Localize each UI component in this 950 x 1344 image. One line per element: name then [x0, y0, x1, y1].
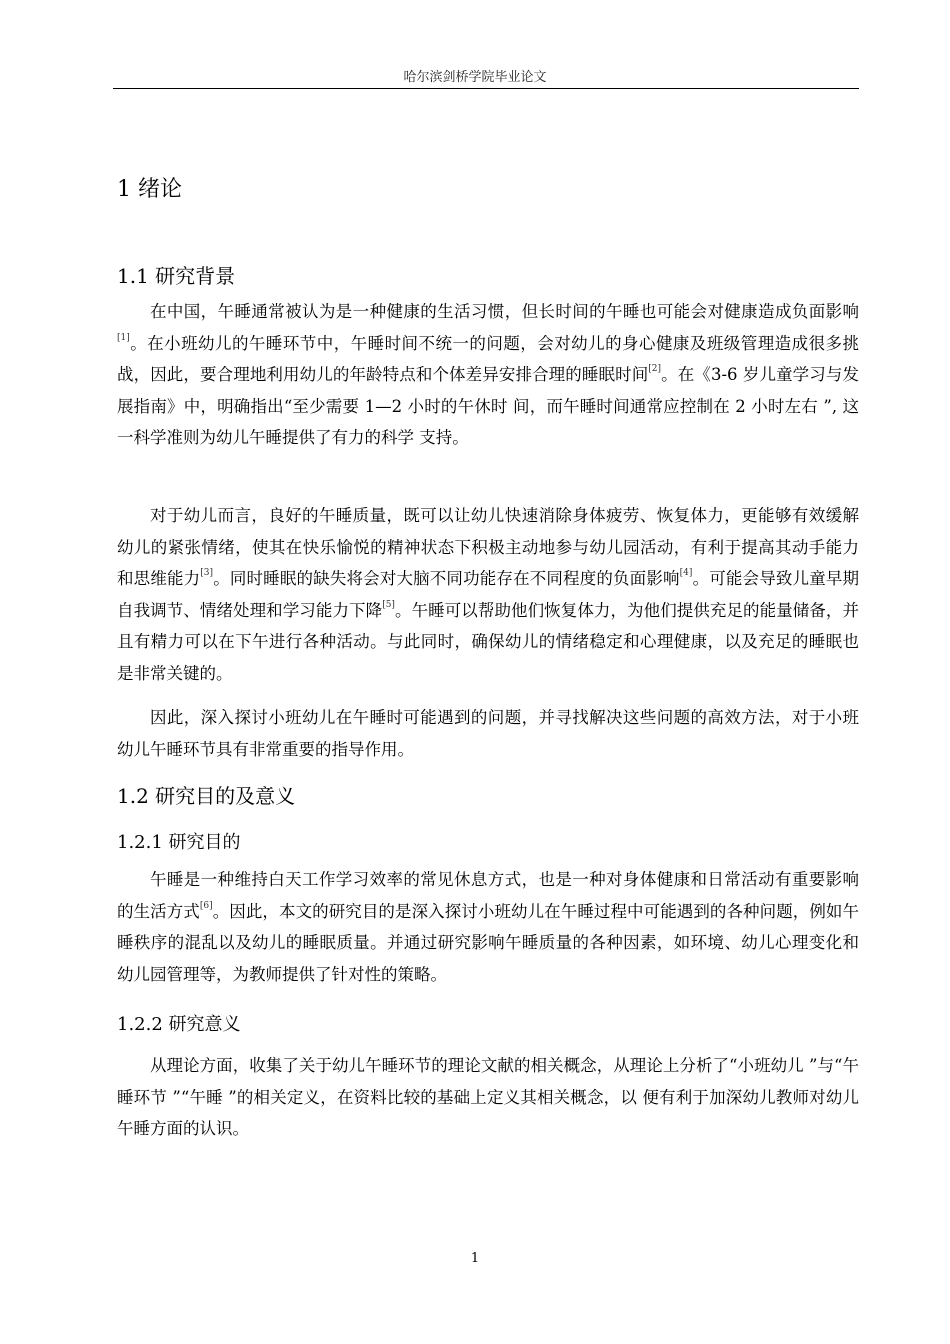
citation-6[interactable]: [6] [199, 900, 213, 911]
paragraph-purpose: 午睡是一种维持白天工作学习效率的常见休息方式，也是一种对身体健康和日常活动有重要影响的生活方式[6]。因此，本文的研究目的是深入探讨小班幼儿在午睡过程中可能遇到的各种问题，例如午睡秩序的混乱以及幼儿的睡眠质量。并通过研究影响午睡质量的各种因素，如环境、幼儿心理变化和幼儿园管理等，为教师提供了针对性的策略。 [117, 870, 860, 984]
page-number: 1 [470, 1251, 480, 1266]
section-1-2-title: 1.2 研究目的及意义 [117, 784, 296, 808]
chapter-title: 1 绪论 [117, 177, 182, 202]
paragraph-background-2: 对于幼儿而言，良好的午睡质量，既可以让幼儿快速消除身体疲劳、恢复体力，更能够有效缓解幼儿的紧张情绪，使其在快乐愉悦的精神状态下积极主动地参与幼儿园活动，有利于提高其动手能力和思维能力[3]。同时睡眠的缺失将会对大脑不同功能存在不同程度的负面影响[4]。可能会导致儿童早期自我调节、情绪处理和学习能力下降[5]。午睡可以帮助他们恢复体力，为他们提供充足的能量储备，并且有精力可以在下午进行各种活动。与此同时，确保幼儿的情绪稳定和心理健康，以及充足的睡眠也是非常关键的。 [117, 506, 860, 683]
section-1-2-1-title: 1.2.1 研究目的 [117, 832, 241, 853]
citation-2[interactable]: [2] [648, 364, 662, 374]
paragraph-background-1: 在中国，午睡通常被认为是一种健康的生活习惯，但长时间的午睡也可能会对健康造成负面影响[1]。在小班幼儿的午睡环节中，午睡时间不统一的问题，会对幼儿的身心健康及班级管理造成很多挑战，因此，要合理地利用幼儿的年龄特点和个体差异安排合理的睡眠时间[2]。在《3-6 岁儿童学习与发展指南》中，明确指出“至少需要 1—2 小时的午休时 间，而午睡时间通常应控制在 2 小时左右 ”, 这一科学准则为幼儿午睡提供了有力的科学 支持。 [117, 302, 859, 447]
citation-1[interactable]: [1] [117, 332, 130, 343]
paragraph-background-3: 因此，深入探讨小班幼儿在午睡时可能遇到的问题，并寻找解决这些问题的高效方法，对于小班幼儿午睡环节具有非常重要的指导作用。 [117, 708, 859, 759]
citation-5[interactable]: [5] [382, 599, 395, 610]
citation-3[interactable]: [3] [200, 568, 214, 578]
citation-4[interactable]: [4] [679, 568, 693, 578]
section-1-1-title: 1.1 研究背景 [117, 264, 236, 288]
section-1-2-2-title: 1.2.2 研究意义 [117, 1014, 241, 1035]
header-rule [113, 88, 859, 89]
running-header: 哈尔滨剑桥学院毕业论文 [403, 70, 547, 85]
paragraph-significance: 从理论方面，收集了关于幼儿午睡环节的理论文献的相关概念，从理论上分析了“小班幼儿 ”与“午睡环节 ”“午睡 ”的相关定义，在资料比较的基础上定义其相关概念，以 便有利于加深幼儿教师对幼儿午睡方面的认识。 [117, 1056, 859, 1138]
